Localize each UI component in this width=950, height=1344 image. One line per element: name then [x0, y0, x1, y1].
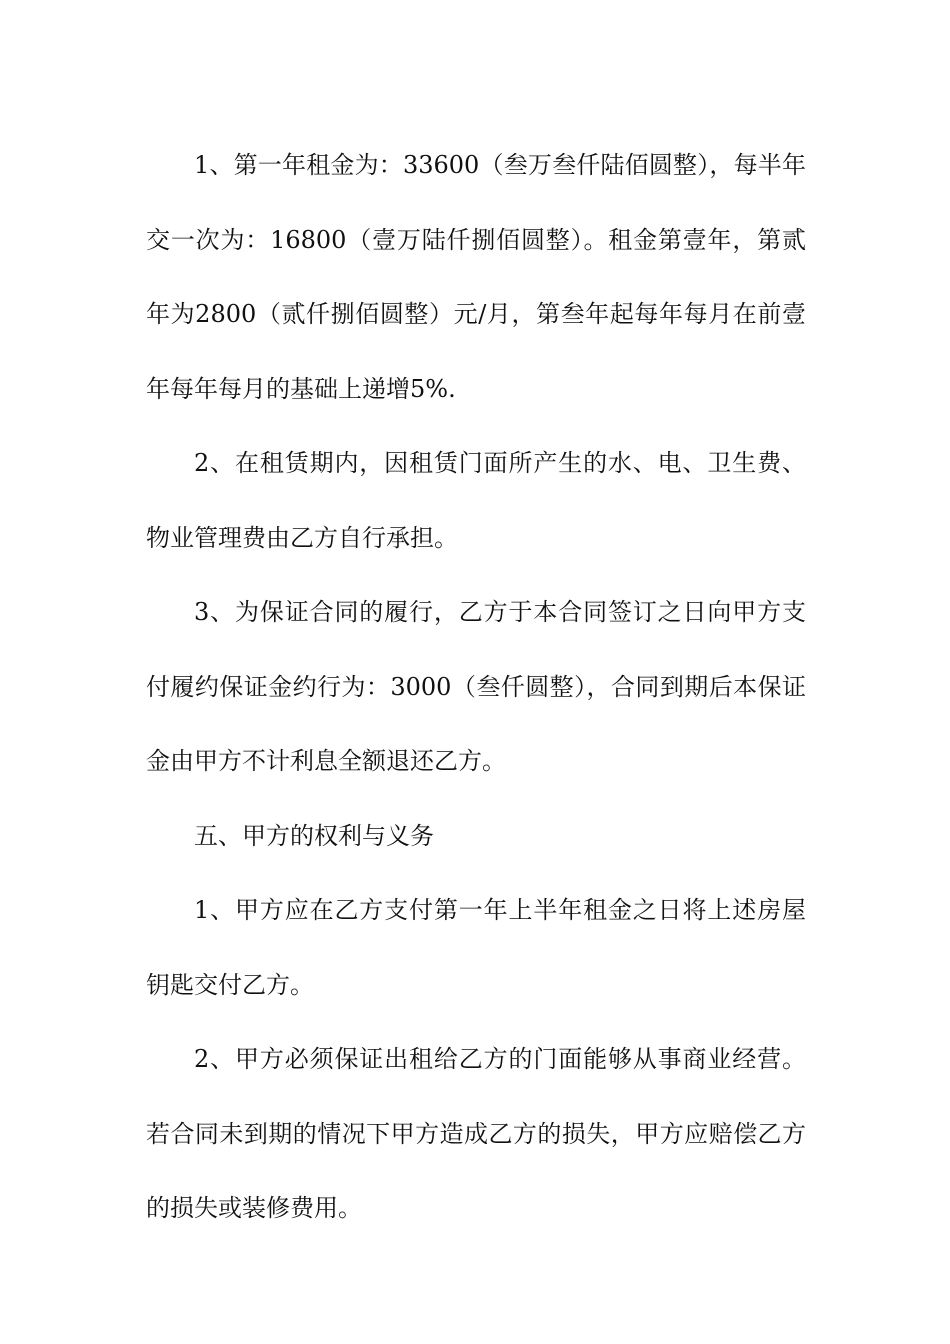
rent-amount-paragraph: 1、第一年租金为：33600（叁万叁仟陆佰圆整），每半年交一次为：16800（壹万陆仟捌佰圆整）。租金第壹年，第贰年为2800（贰仟捌佰圆整）元/月，第叁年起每年每月在前壹年每年每月的基础上递增5%.: [146, 151, 806, 403]
section-heading-landlord-rights: 五、甲方的权利与义务: [194, 821, 434, 850]
key-handover-paragraph: 1、甲方应在乙方支付第一年上半年租金之日将上述房屋钥匙交付乙方。: [146, 896, 806, 999]
utilities-paragraph: 2、在租赁期内，因租赁门面所产生的水、电、卫生费、物业管理费由乙方自行承担。: [146, 449, 806, 552]
business-guarantee-paragraph: 2、甲方必须保证出租给乙方的门面能够从事商业经营。若合同未到期的情况下甲方造成乙方的损失，甲方应赔偿乙方的损失或装修费用。: [146, 1045, 806, 1222]
deposit-paragraph: 3、为保证合同的履行，乙方于本合同签订之日向甲方支付履约保证金约行为：3000（叁仟圆整），合同到期后本保证金由甲方不计利息全额退还乙方。: [146, 598, 806, 775]
document-body: [146, 128, 806, 1246]
